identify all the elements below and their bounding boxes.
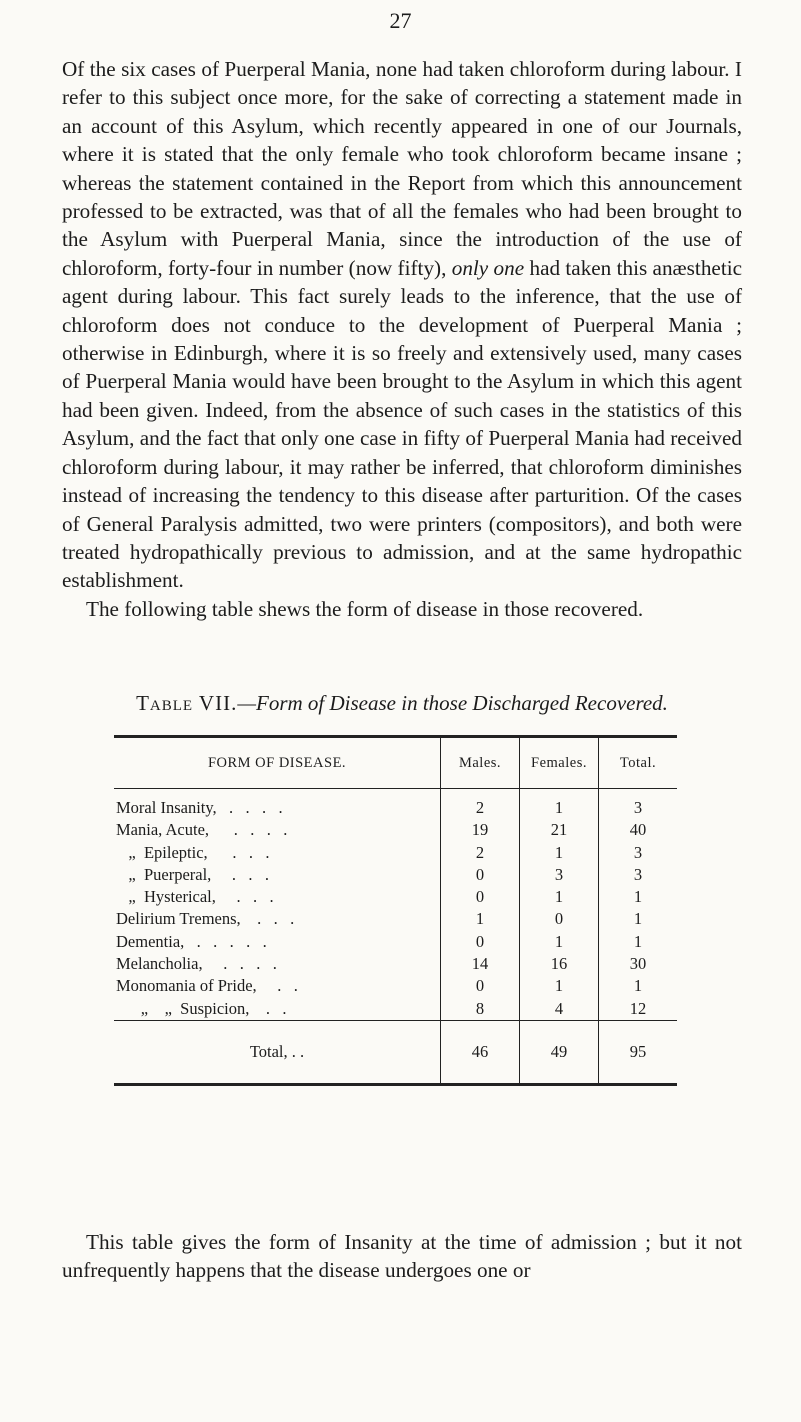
row-form: Delirium Tremens, . . .: [116, 909, 295, 929]
row-form: Mania, Acute, . . . .: [116, 820, 288, 840]
table-row: [114, 953, 677, 975]
disease-table: [114, 735, 677, 1086]
row-total: 40: [599, 819, 678, 841]
table-row: [114, 864, 677, 886]
row-males: 2: [441, 842, 520, 864]
row-total: 30: [599, 953, 678, 975]
page-number: 27: [389, 8, 412, 33]
row-form: Melancholia, . . . .: [116, 954, 277, 974]
closing-paragraph: This table gives the form of Insanity at the time of admission ; but it not unfrequently happens that the disease undergoes one or: [62, 1230, 742, 1283]
row-females: 16: [520, 953, 599, 975]
table-row: [114, 975, 677, 997]
row-males: 0: [441, 886, 520, 908]
row-females: 21: [520, 819, 599, 841]
table-row: [114, 998, 677, 1021]
row-females: 4: [520, 998, 599, 1021]
total-females: 49: [520, 1020, 599, 1084]
table-caption-label: Table VII.: [136, 691, 238, 715]
row-form: Moral Insanity, . . . .: [116, 798, 283, 817]
table-row: [114, 931, 677, 953]
table-header-row: [114, 737, 677, 789]
table-caption-title: —Form of Disease in those Discharged Recovered.: [237, 691, 668, 715]
row-males: 2: [441, 789, 520, 820]
table-row: [114, 886, 677, 908]
header-males: Males.: [441, 737, 520, 789]
total-total: 95: [599, 1020, 678, 1084]
row-total: 3: [599, 864, 678, 886]
row-females: 3: [520, 864, 599, 886]
row-total: 1: [599, 975, 678, 997]
row-females: 1: [520, 789, 599, 820]
table-caption: [62, 691, 742, 716]
row-total: 1: [599, 908, 678, 930]
row-total: 12: [599, 998, 678, 1021]
row-males: 1: [441, 908, 520, 930]
row-females: 0: [520, 908, 599, 930]
row-form: „ Hysterical, . . .: [116, 887, 274, 907]
row-males: 19: [441, 819, 520, 841]
row-form: „ Puerperal, . . .: [116, 864, 270, 884]
total-males: 46: [441, 1020, 520, 1084]
row-males: 0: [441, 931, 520, 953]
row-total: 1: [599, 886, 678, 908]
table-total-row: [114, 1020, 677, 1084]
row-females: 1: [520, 886, 599, 908]
table-row: [114, 789, 677, 820]
emphasis-only-one: only one: [451, 255, 525, 280]
row-total: 3: [599, 789, 678, 820]
row-form: Monomania of Pride, . .: [116, 976, 298, 996]
paragraph-table-intro: The following table shews the form of disease in those recovered.: [86, 597, 644, 621]
total-label: Total, . .: [114, 1020, 441, 1084]
row-form: „ Epileptic, . . .: [116, 842, 270, 862]
row-females: 1: [520, 931, 599, 953]
table-row: [114, 842, 677, 864]
row-form: Dementia, . . . . .: [116, 931, 267, 951]
header-form: FORM OF DISEASE.: [114, 737, 441, 789]
row-total: 3: [599, 842, 678, 864]
row-males: 8: [441, 998, 520, 1021]
row-females: 1: [520, 842, 599, 864]
header-total: Total.: [599, 737, 678, 789]
header-females: Females.: [520, 737, 599, 789]
row-males: 0: [441, 975, 520, 997]
row-females: 1: [520, 975, 599, 997]
row-males: 0: [441, 864, 520, 886]
row-males: 14: [441, 953, 520, 975]
paragraph-chloroform: Of the six cases of Puerperal Mania, none had taken chloroform during labour. I refer to this subject once more, for the sake of correcting a statement made in an account of this Asylum, which recently appeared in one of our Journals, where it is stated that the only female who took chloroform became insane ; whereas the statement contained in the Report from which this announcement professed to be extracted, was that of all the females who had been brought to the Asylum with Puerperal Mania, since the introduction of the use of chloroform, forty-four in number (now fifty), only one had taken this anæsthetic agent during labour. This fact surely leads to the inference, that the use of chloroform does not conduce to the development of Puerperal Mania ; otherwise in Edinburgh, where it is so freely and extensively used, many cases of Puerperal Mania would have been brought to the Asylum in which this agent had been given. Indeed, from the absence of such cases in the statistics of this Asylum, and the fact that only one case in fifty of Puerperal Mania had received chloroform during labour, it may rather be inferred, that chloroform diminishes instead of increasing the tendency to this disease after parturition. Of the cases of General Paralysis admitted, two were printers (compositors), and both were treated hydropathically previous to admission, and at the same hydropathic establishment.: [62, 57, 742, 593]
row-form: „ „ Suspicion, . .: [116, 998, 287, 1018]
table-row: [114, 819, 677, 841]
row-total: 1: [599, 931, 678, 953]
table-row: [114, 908, 677, 930]
